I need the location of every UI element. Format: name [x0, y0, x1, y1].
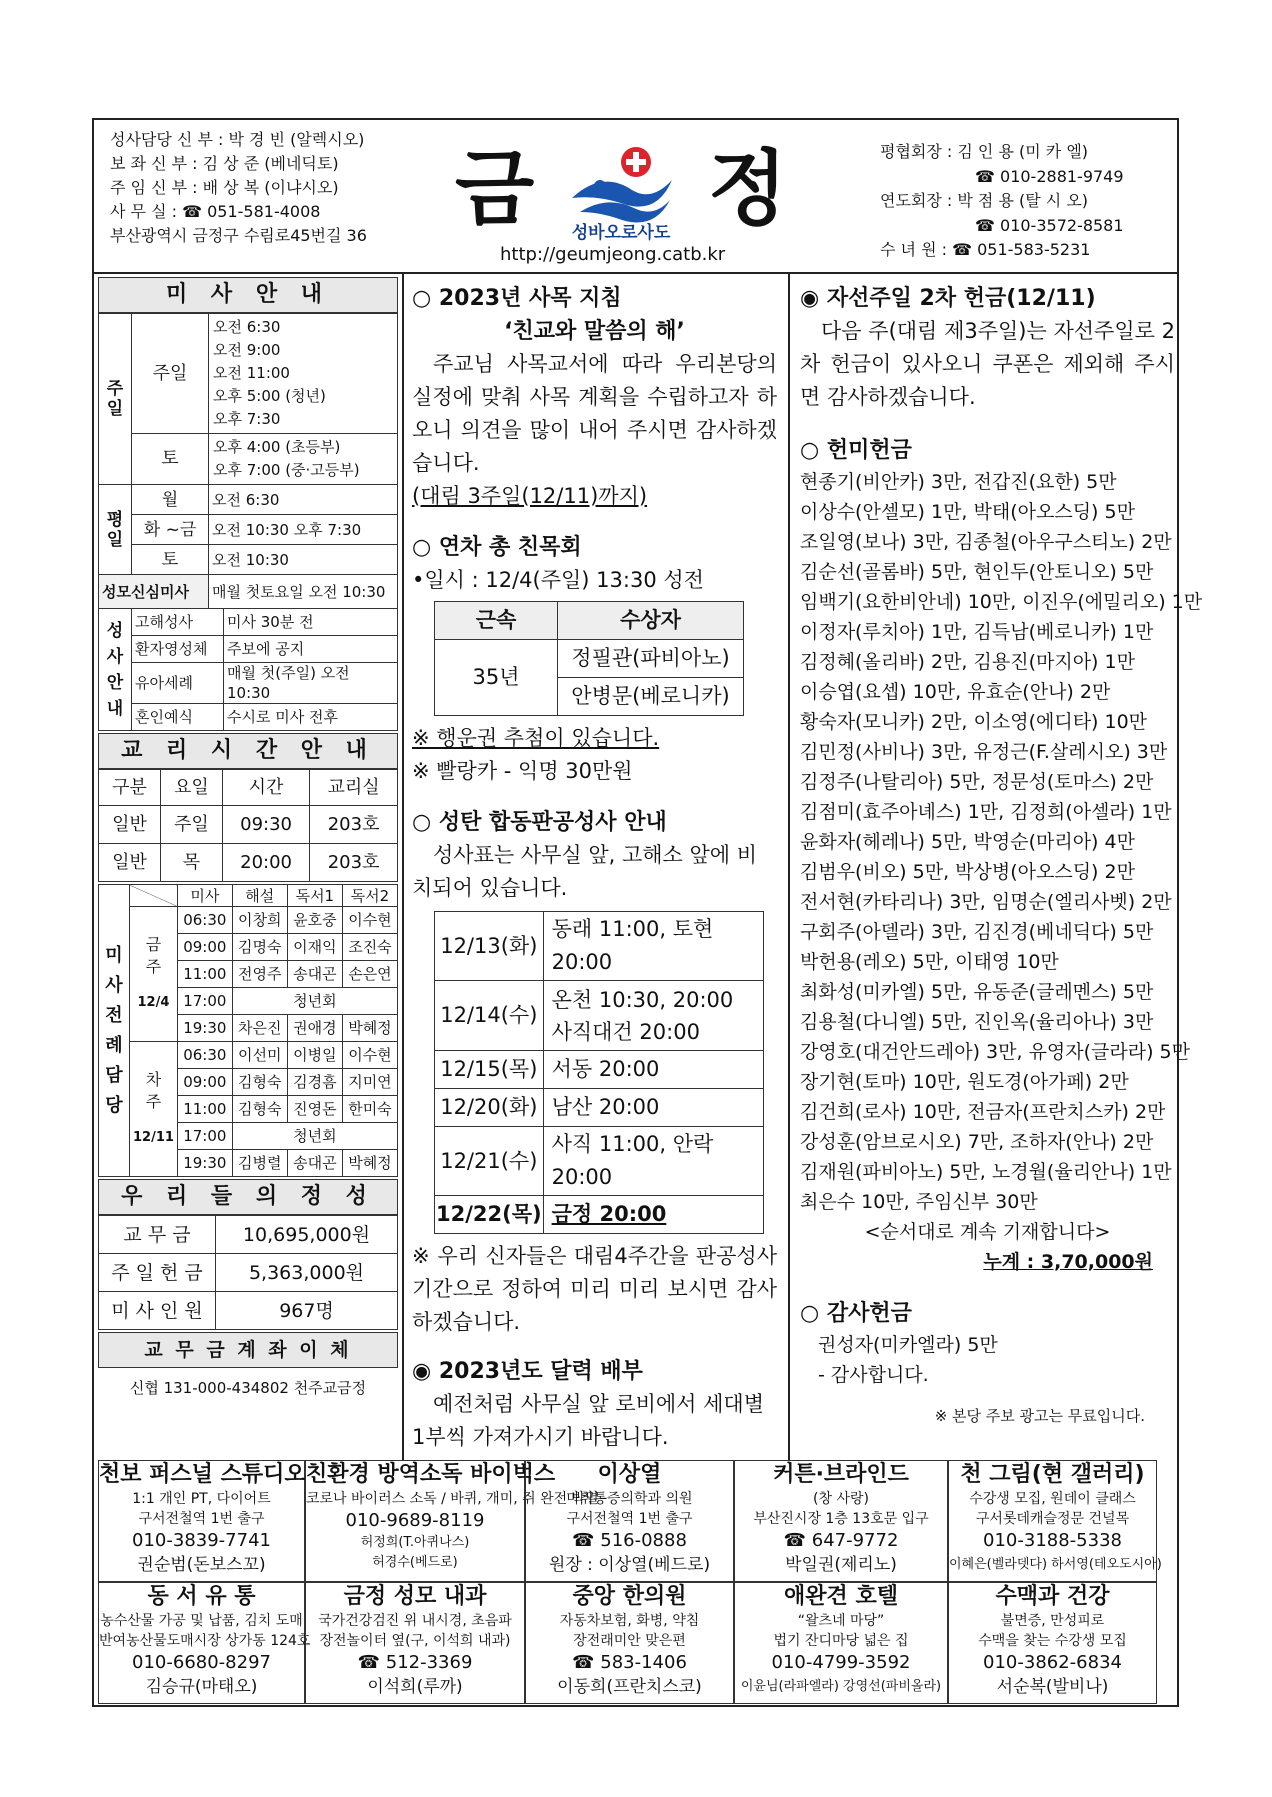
donor-total: 누계 : 3,70,000원 — [983, 1251, 1153, 1273]
donor-line: 강영호(대건안드레아) 3만, 유영자(글라라) 5만 — [800, 1041, 1191, 1063]
minister-cell: 진영돈 — [287, 1096, 342, 1123]
offering-value: 5,363,000원 — [216, 1254, 398, 1292]
catechism-header: 구분 — [99, 770, 161, 806]
minister-cell: 윤호중 — [287, 907, 342, 934]
sunday-times — [209, 314, 398, 434]
pastoral-guideline-title: ○ 2023년 사목 지침 — [412, 286, 622, 311]
header-right-line: 수 녀 원 : ☎ 051-583-5231 — [880, 240, 1091, 259]
ad-name: 친환경 방역소독 바이벅스 — [306, 1462, 556, 1487]
catechism-header: 요일 — [160, 770, 222, 806]
catechism-header: 시간 — [222, 770, 309, 806]
column-divider — [402, 274, 404, 1460]
ad-description: 법기 잔디마당 넓은 집 — [773, 1633, 909, 1649]
award-recipient: 안병문(베로니카) — [558, 678, 744, 716]
ad-description: 1:1 개인 PT, 다이어트 — [132, 1491, 271, 1507]
ad-box — [305, 1582, 525, 1704]
minister-cell: 청년회 — [232, 988, 397, 1015]
ad-name: 커튼·브라인드 — [773, 1462, 909, 1487]
ad-description: 국가건강검진 위 내시경, 초음파 — [318, 1613, 512, 1629]
sunday-day: 주일 — [132, 314, 209, 434]
catechism-cell: 20:00 — [222, 844, 309, 882]
saturday-times — [209, 434, 398, 485]
thanks-offering-donor: 권성자(미카엘라) 5만 — [818, 1334, 998, 1356]
catechism-cell: 목 — [160, 844, 222, 882]
minister-cell: 박혜정 — [342, 1015, 397, 1042]
sacrament-table — [98, 608, 398, 731]
mass-time: 오전 9:00 — [213, 341, 281, 359]
header-left-line: 부산광역시 금정구 수림로45번길 36 — [110, 226, 367, 245]
ad-owner: 이석희(루까) — [367, 1677, 463, 1697]
weekday-day: 토 — [132, 545, 209, 575]
week-label: 금 주 — [145, 935, 162, 976]
mass-title: 미 사 안 내 — [98, 277, 398, 313]
charity-body: 다음 주(대림 제3주일)는 자선주일로 2차 헌금이 있사오니 쿠폰은 제외해 주시면 감사하겠습니다. — [800, 319, 1175, 409]
sacrament-label: 성 사 안 내 — [99, 609, 132, 731]
logo-caption: 성바오로사도 — [571, 223, 671, 243]
annual-gathering-title: ○ 연차 총 친목회 — [412, 535, 582, 560]
right-column — [800, 282, 1203, 1433]
ad-description: 자동차보험, 화병, 약침 — [559, 1613, 700, 1629]
schedule-date: 12/13(화) — [435, 912, 544, 981]
minister-cell: 이선미 — [232, 1042, 287, 1069]
sacrament-value: 미사 30분 전 — [224, 609, 398, 636]
ad-phone: ☎ 516-0888 — [572, 1530, 687, 1551]
schedule-place: 사직 11:00, 안락 20:00 — [543, 1127, 763, 1196]
minister-cell: 송대곤 — [287, 1150, 342, 1177]
ad-owner: 서순복(발비나) — [996, 1677, 1109, 1697]
donor-line: 김범우(비오) 5만, 박상병(아오스딩) 2만 — [800, 861, 1135, 883]
offering-value: 967명 — [216, 1292, 398, 1330]
ad-name: 천 그림(현 갤러리) — [960, 1462, 1145, 1487]
ad-box — [734, 1582, 948, 1704]
confession-body: 성사표는 사무실 앞, 고해소 앞에 비치되어 있습니다. — [412, 843, 758, 900]
minister-cell: 06:30 — [177, 1042, 232, 1069]
ad-owner: 권순범(돈보스꼬) — [137, 1555, 266, 1575]
minister-cell: 17:00 — [177, 1123, 232, 1150]
schedule-place: 서동 20:00 — [543, 1051, 763, 1089]
ministers-header: 미사 — [177, 885, 232, 907]
ad-description: (창 사랑) — [813, 1491, 869, 1507]
ad-box — [734, 1460, 948, 1582]
pastoral-guideline-deadline: (대림 3주일(12/11)까지) — [412, 484, 648, 508]
sacrament-name: 환자영성체 — [132, 636, 224, 663]
ministers-week — [130, 907, 178, 1042]
ministers-corner — [130, 885, 178, 907]
donation-note: ※ 빨랑카 - 익명 30만원 — [412, 759, 633, 783]
weekday-time: 오전 10:30 오후 7:30 — [209, 515, 398, 545]
ad-phone: ☎ 583-1406 — [572, 1652, 687, 1673]
ad-description: 부산진시장 1층 13호문 입구 — [753, 1511, 929, 1527]
minister-cell: 이재익 — [287, 934, 342, 961]
ad-name: 수맥과 건강 — [995, 1584, 1110, 1609]
donor-line: 김건희(로사) 10만, 전금자(프란치스카) 2만 — [800, 1101, 1166, 1123]
schedule-date: 12/15(목) — [435, 1051, 544, 1089]
ad-owner: 이동희(프란치스코) — [557, 1677, 702, 1697]
ad-phone: ☎ 647-9772 — [783, 1530, 899, 1551]
minister-cell: 17:00 — [177, 988, 232, 1015]
ad-box — [948, 1460, 1162, 1582]
minister-cell: 차은진 — [232, 1015, 287, 1042]
header-right-line: 평협회장 : 김 인 용 (미 카 엘) — [880, 142, 1089, 161]
header-clergy-info — [110, 128, 410, 248]
donor-line: 전서현(카타리나) 3만, 임명순(엘리사벳) 2만 — [800, 891, 1172, 913]
header-divider — [92, 272, 1179, 274]
mass-time: 오후 4:00 (초등부) — [213, 438, 341, 456]
weekday-day: 월 — [132, 485, 209, 515]
minister-cell: 전영주 — [232, 961, 287, 988]
ad-owner: 이윤님(라파엘라) 강영선(파비올라) — [740, 1679, 942, 1694]
parish-url[interactable]: http://geumjeong.catb.kr — [500, 244, 726, 265]
donor-line: 김점미(효주아녜스) 1만, 김정희(아셀라) 1만 — [800, 801, 1172, 823]
lottery-note: ※ 행운권 추첨이 있습니다. — [412, 726, 660, 750]
donor-line: 이상수(안셀모) 1만, 박태(아오스딩) 5만 — [800, 501, 1135, 523]
header-left-line: 보 좌 신 부 : 김 상 준 (베네딕토) — [110, 154, 339, 173]
donor-line: 황숙자(모니카) 2만, 이소영(에디타) 10만 — [800, 711, 1148, 733]
calendar-title: ◉ 2023년도 달력 배부 — [412, 1359, 643, 1384]
schedule-place: 금정 20:00 — [543, 1196, 763, 1234]
header-left-line: 사 무 실 : ☎ 051-581-4008 — [110, 202, 321, 221]
ad-owner: 허정희(T.아퀴나스) 허경수(베드로) — [360, 1535, 470, 1570]
ad-phone: 010-3862-6834 — [983, 1652, 1122, 1673]
schedule-date: 12/22(목) — [435, 1196, 544, 1234]
sacrament-value: 매월 첫(주일) 오전 10:30 — [224, 663, 398, 704]
week-label: 차 주 — [145, 1070, 162, 1111]
ad-description: 장전래미안 맞은편 — [573, 1633, 686, 1649]
minister-cell: 손은연 — [342, 961, 397, 988]
title-right: 정 — [708, 142, 788, 237]
confession-note: ※ 우리 신자들은 대림4주간을 판공성사 기간으로 정하여 미리 미리 보시면 감사하겠습니다. — [412, 1244, 777, 1334]
minister-cell: 김병렬 — [232, 1150, 287, 1177]
donor-line: 김민정(사비나) 3만, 유정근(F.살레시오) 3만 — [800, 741, 1168, 763]
catechism-cell: 일반 — [99, 844, 161, 882]
minister-cell: 김경흠 — [287, 1069, 342, 1096]
week-date: 12/11 — [133, 1130, 174, 1145]
left-column — [98, 277, 398, 1408]
weekday-time: 오전 6:30 — [209, 485, 398, 515]
ad-description: 수강생 모집, 원데이 클래스 — [969, 1491, 1136, 1507]
offering-value: 10,695,000원 — [216, 1216, 398, 1254]
catechism-cell: 일반 — [99, 806, 161, 844]
donor-line: 구회주(아델라) 3만, 김진경(베네딕다) 5만 — [800, 921, 1154, 943]
award-table — [434, 601, 744, 716]
ad-box — [98, 1582, 311, 1704]
header-right-line: ☎ 010-3572-8581 — [975, 215, 1124, 235]
ad-name: 천보 퍼스널 스튜디오 — [99, 1462, 306, 1487]
header-right-line: ☎ 010-2881-9749 — [975, 166, 1124, 186]
ad-name: 금정 성모 내과 — [343, 1584, 487, 1609]
donor-line: 현종기(비안카) 3만, 전갑진(요한) 5만 — [800, 471, 1117, 493]
ad-description: 코로나 바이러스 소독 / 바퀴, 개미, 쥐 완전 박멸 — [306, 1491, 599, 1507]
confession-schedule — [434, 911, 764, 1234]
donor-line: 김순선(골롬바) 5만, 현인두(안토니오) 5만 — [800, 561, 1154, 583]
donor-line: 김정주(나탈리아) 5만, 정문성(토마스) 2만 — [800, 771, 1154, 793]
sacrament-value: 주보에 공지 — [224, 636, 398, 663]
ad-description: 농수산물 가공 및 납품, 김치 도매 — [100, 1613, 303, 1629]
donor-line: 임백기(요한비안네) 10만, 이진우(에밀리오) 1만 — [800, 591, 1203, 613]
ad-description: 수맥을 찾는 수강생 모집 — [978, 1633, 1127, 1649]
minister-cell: 청년회 — [232, 1123, 397, 1150]
mass-table — [98, 313, 398, 609]
header-council-info — [880, 140, 1170, 263]
confession-title: ○ 성탄 합동판공성사 안내 — [412, 810, 667, 835]
ministers-table — [98, 884, 398, 1177]
sacrament-name: 고해성사 — [132, 609, 224, 636]
column-divider — [788, 274, 790, 1460]
annual-gathering-date: •일시 : 12/4(주일) 13:30 성전 — [412, 568, 704, 592]
minister-cell: 조진숙 — [342, 934, 397, 961]
donor-line: 최은수 10만, 주임신부 30만 — [800, 1191, 1038, 1213]
minister-cell: 송대곤 — [287, 961, 342, 988]
ad-description: 구서전철역 1번 출구 — [566, 1511, 693, 1527]
ministers-header: 해설 — [232, 885, 287, 907]
ad-phone: 010-6680-8297 — [132, 1652, 271, 1673]
offering-label: 교 무 금 — [99, 1216, 216, 1254]
free-ad-note: ※ 본당 주보 광고는 무료입니다. — [934, 1407, 1145, 1425]
header-left-line: 주 임 신 부 : 배 상 복 (이냐시오) — [110, 178, 339, 197]
ministers-header: 독서1 — [287, 885, 342, 907]
offering-table — [98, 1215, 398, 1330]
catechism-header: 교리실 — [310, 770, 398, 806]
account-info: 신협 131-000-434802 천주교금정 — [129, 1379, 367, 1397]
minister-cell: 이수현 — [342, 907, 397, 934]
calendar-body: 예전처럼 사무실 앞 로비에서 세대별 1부씩 가져가시기 바랍니다. — [412, 1392, 764, 1449]
thanks-offering-note: - 감사합니다. — [818, 1364, 929, 1386]
ad-box — [948, 1582, 1157, 1704]
minister-cell: 11:00 — [177, 1096, 232, 1123]
ad-description: “왈츠네 마당” — [797, 1613, 885, 1629]
minister-cell: 권애경 — [287, 1015, 342, 1042]
donor-line: 김정혜(올리바) 2만, 김용진(마지아) 1만 — [800, 651, 1135, 673]
mass-time: 오전 6:30 — [213, 318, 281, 336]
ad-owner: 박일권(제리노) — [785, 1555, 897, 1575]
minister-cell: 11:00 — [177, 961, 232, 988]
ad-description: 장전놀이터 옆(구, 이석희 내과) — [319, 1633, 511, 1649]
account-title: 교 무 금 계 좌 이 체 — [98, 1332, 398, 1368]
ad-phone: 010-9689-8119 — [345, 1510, 485, 1531]
ministers-week — [130, 1042, 178, 1177]
header-right-line: 연도회장 : 박 점 용 (탈 시 오) — [880, 191, 1089, 210]
ad-description: 구서롯데캐슬정문 건널목 — [975, 1511, 1130, 1527]
donor-line: 이정자(루치아) 1만, 김득남(베로니카) 1만 — [800, 621, 1154, 643]
catechism-cell: 주일 — [160, 806, 222, 844]
pastoral-guideline-theme: ‘친교와 말씀의 해’ — [504, 319, 685, 344]
mass-time: 오전 11:00 — [213, 364, 290, 382]
ministers-side-label: 미 사 전 례 담 당 — [99, 885, 130, 1177]
schedule-date: 12/20(화) — [435, 1089, 544, 1127]
advertisement-grid — [98, 1460, 1175, 1704]
donor-line: 김용철(다니엘) 5만, 진인옥(율리아나) 3만 — [800, 1011, 1154, 1033]
ad-phone: 010-4799-3592 — [771, 1652, 911, 1673]
donor-list — [800, 467, 1203, 1217]
middle-column — [412, 282, 777, 1454]
donor-line: 박헌용(레오) 5만, 이태영 10만 — [800, 951, 1059, 973]
weekday-day: 화 ~금 — [132, 515, 209, 545]
award-header: 수상자 — [558, 602, 744, 640]
weekday-label: 평 일 — [99, 485, 132, 575]
offering-title: 우 리 들 의 정 성 — [98, 1179, 398, 1215]
title-left: 금 — [455, 142, 535, 237]
ad-phone: 010-3188-5338 — [983, 1530, 1122, 1551]
mary-mass-value: 매월 첫토요일 오전 10:30 — [209, 575, 398, 609]
donor-line: 김재원(파비아노) 5만, 노경월(율리안나) 1만 — [800, 1161, 1172, 1183]
donor-line: 조일영(보나) 3만, 김종철(아우구스티노) 2만 — [800, 531, 1172, 553]
ad-description: 구서전철역 1번 출구 — [138, 1511, 265, 1527]
minister-cell: 06:30 — [177, 907, 232, 934]
ad-name: 중앙 한의원 — [572, 1584, 687, 1609]
ad-description: 마취통증의학과 의원 — [566, 1491, 693, 1507]
catechism-cell: 09:30 — [222, 806, 309, 844]
schedule-place: 온천 10:30, 20:00 사직대건 20:00 — [543, 981, 763, 1051]
minister-cell: 박혜정 — [342, 1150, 397, 1177]
minister-cell: 김명숙 — [232, 934, 287, 961]
sunday-label: 주 일 — [99, 314, 132, 485]
donor-list-more: <순서대로 계속 기재합니다> — [864, 1221, 1111, 1243]
ad-phone: 010-3839-7741 — [132, 1530, 271, 1551]
ad-description: 반여농산물도매시장 상가동 124호 — [99, 1633, 311, 1649]
minister-cell: 이창희 — [232, 907, 287, 934]
ministers-header: 독서2 — [342, 885, 397, 907]
mass-time: 오후 7:00 (중·고등부) — [213, 461, 360, 479]
ad-owner: 원장 : 이상열(베드로) — [548, 1555, 711, 1575]
ad-box — [305, 1460, 599, 1582]
pastoral-guideline-body: 주교님 사목교서에 따라 우리본당의 실정에 맞춰 사목 계획을 수립하고자 하오니 의견을 많이 내어 주시면 감사하겠습니다. — [412, 352, 777, 475]
donor-line: 강성훈(암브로시오) 7만, 조하자(안나) 2만 — [800, 1131, 1154, 1153]
sacrament-name: 유아세례 — [132, 663, 224, 704]
ad-box — [98, 1460, 305, 1582]
ad-owner: 김승규(마태오) — [145, 1677, 258, 1697]
sacrament-value: 수시로 미사 전후 — [224, 704, 398, 731]
award-years: 35년 — [435, 640, 558, 716]
ad-description: 불면증, 만성피로 — [1000, 1613, 1105, 1629]
week-date: 12/4 — [137, 995, 170, 1010]
catechism-cell: 203호 — [310, 806, 398, 844]
award-header: 근속 — [435, 602, 558, 640]
rice-offering-title: ○ 헌미헌금 — [800, 438, 912, 463]
donor-line: 최화성(미카엘) 5만, 유동준(글레멘스) 5만 — [800, 981, 1154, 1003]
schedule-place: 남산 20:00 — [543, 1089, 763, 1127]
schedule-date: 12/14(수) — [435, 981, 544, 1051]
ad-owner: 이혜은(벨라뎃다) 하서영(테오도시아) — [949, 1557, 1162, 1572]
header-left-line: 성사담당 신 부 : 박 경 빈 (알렉시오) — [110, 130, 365, 149]
minister-cell: 이병일 — [287, 1042, 342, 1069]
minister-cell: 김형숙 — [232, 1096, 287, 1123]
charity-title: ◉ 자선주일 2차 헌금(12/11) — [800, 286, 1096, 311]
mass-time: 오후 7:30 — [213, 410, 281, 428]
ad-name: 이상열 — [597, 1462, 662, 1487]
minister-cell: 09:00 — [177, 934, 232, 961]
minister-cell: 한미숙 — [342, 1096, 397, 1123]
award-recipient: 정필관(파비아노) — [558, 640, 744, 678]
weekday-time: 오전 10:30 — [209, 545, 398, 575]
ad-phone: ☎ 512-3369 — [357, 1652, 473, 1673]
donor-line: 윤화자(헤레나) 5만, 박영순(마리아) 4만 — [800, 831, 1135, 853]
catechism-table — [98, 769, 398, 882]
donor-line: 장기현(토마) 10만, 원도경(아가페) 2만 — [800, 1071, 1129, 1093]
minister-cell: 09:00 — [177, 1069, 232, 1096]
ad-name: 애완견 호텔 — [784, 1584, 898, 1609]
thanks-offering-title: ○ 감사헌금 — [800, 1301, 912, 1326]
minister-cell: 김형숙 — [232, 1069, 287, 1096]
ad-name: 동 서 유 통 — [147, 1584, 256, 1609]
schedule-date: 12/21(수) — [435, 1127, 544, 1196]
catechism-cell: 203호 — [310, 844, 398, 882]
donor-line: 이승엽(요셉) 10만, 유효순(안나) 2만 — [800, 681, 1111, 703]
schedule-place: 동래 11:00, 토현 20:00 — [543, 912, 763, 981]
minister-cell: 19:30 — [177, 1150, 232, 1177]
mass-time: 오후 5:00 (청년) — [213, 387, 326, 405]
offering-label: 주 일 헌 금 — [99, 1254, 216, 1292]
saturday-day: 토 — [132, 434, 209, 485]
catechism-title: 교 리 시 간 안 내 — [98, 733, 398, 769]
mary-mass-label: 성모신심미사 — [99, 575, 209, 609]
minister-cell: 이수현 — [342, 1042, 397, 1069]
ad-box — [525, 1582, 734, 1704]
minister-cell: 19:30 — [177, 1015, 232, 1042]
sacrament-name: 혼인예식 — [132, 704, 224, 731]
offering-label: 미 사 인 원 — [99, 1292, 216, 1330]
ad-box — [525, 1460, 734, 1582]
minister-cell: 지미연 — [342, 1069, 397, 1096]
